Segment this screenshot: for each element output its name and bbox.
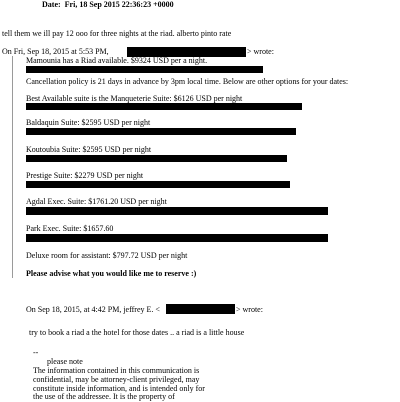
reply-text: tell them we ill pay 12 ooo for three nights at the riad. alberto pinto rate [2, 29, 232, 38]
quote1-attribution-suffix: > wrote: [247, 47, 274, 56]
quote2-body: try to book a riad a the hotel for those dates .. a riad is a little house [29, 328, 245, 337]
quote2-attribution-prefix: On Sep 18, 2015, at 4:42 PM, jeffrey E. < [26, 305, 160, 314]
quote1-line: Agdal Exec. Suite: $1761.20 USD per night [26, 197, 167, 206]
redacted-block [26, 207, 328, 215]
quote1-line: Please advise what you would like me to reserve :) [26, 269, 197, 278]
date-value: Fri, 18 Sep 2015 22:36:23 +0000 [64, 0, 174, 9]
quote2-attribution-suffix: > wrote: [236, 305, 263, 314]
redacted-block [26, 155, 287, 162]
redacted-block [26, 103, 302, 110]
date-label: Date: [42, 0, 61, 9]
redacted-email [166, 304, 235, 314]
redacted-block [26, 234, 328, 242]
redacted-block [26, 181, 290, 188]
quote-bar [12, 56, 13, 278]
notice-line: The information contained in this communication is [33, 366, 200, 375]
quote1-line: Deluxe room for assistant: $797.72 USD per night [26, 251, 188, 260]
quote1-line: Cancellation policy is 21 days in advance by 3pm local time. Below are other options for your dates: [26, 77, 349, 86]
quote1-line: Best Available suite is the Manqueterie Suite: $6126 USD per night [26, 94, 243, 103]
quote1-line: Park Exec. Suite: $1657.60 [26, 224, 114, 233]
quote1-line: Koutoubia Suite: $2595 USD per night [26, 145, 152, 154]
notice-line: confidential, may be attorney-client privileged, may [33, 375, 200, 384]
redacted-block [26, 128, 296, 135]
notice-line: the use of the addressee. It is the property of [33, 392, 175, 401]
quote1-line: Baldaquin Suite: $2595 USD per night [26, 118, 151, 127]
notice-title: please note [47, 357, 83, 366]
date-header [42, 1, 174, 10]
quote1-line: Mamounia has a Riad available. $9324 USD per a night. [26, 56, 208, 65]
redacted-block [26, 66, 263, 73]
signature-separator: -- [33, 348, 39, 357]
notice-line: constitute inside information, and is intended only for [33, 384, 205, 393]
quote1-line: Prestige Suite: $2279 USD per night [26, 171, 144, 180]
quote1-attribution-prefix: On Fri, Sep 18, 2015 at 5:53 PM, [2, 47, 109, 56]
